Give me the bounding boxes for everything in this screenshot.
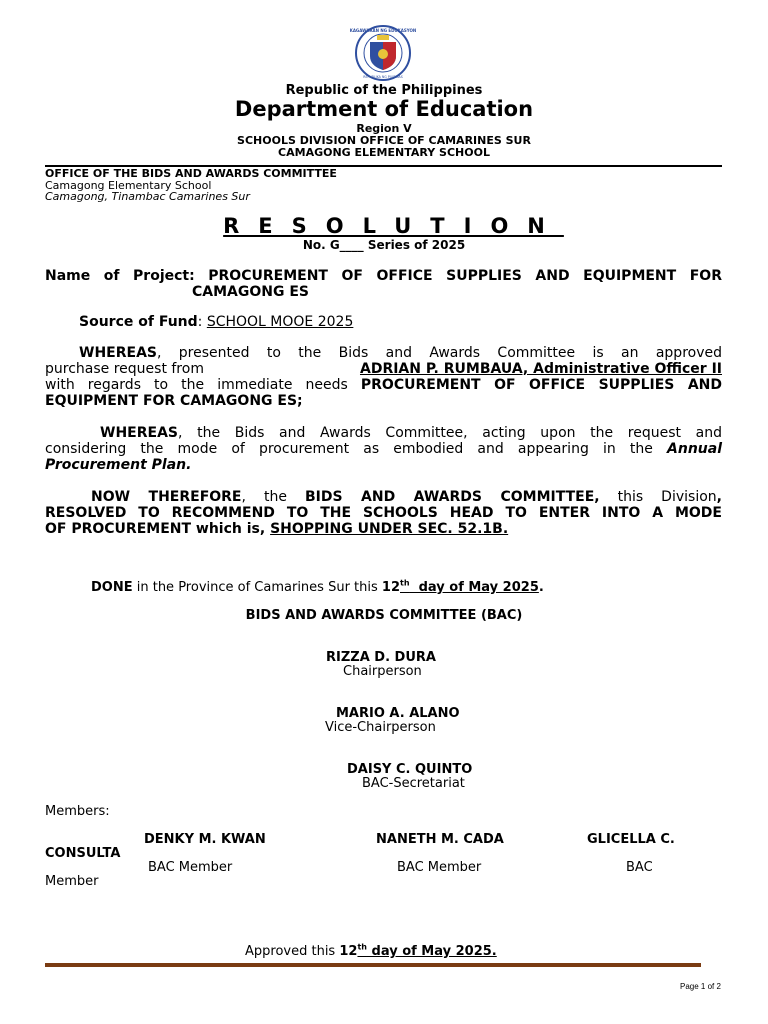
- whereas1-keyword: WHEREAS: [79, 345, 157, 361]
- division-heading: SCHOOLS DIVISION OFFICE OF CAMARINES SUR: [237, 134, 531, 147]
- secretariat-role: BAC-Secretariat: [362, 776, 465, 791]
- done-period: .: [538, 580, 544, 595]
- project-name: PROCUREMENT OF OFFICE SUPPLIES AND EQUIPMENT FOR: [208, 268, 722, 284]
- department-heading: Department of Education: [234, 97, 534, 121]
- whereas2-text2: considering the mode of procurement as embodied and appearing in the: [45, 441, 653, 457]
- now-therefore-comma: ,: [716, 489, 722, 505]
- svg-text:REPUBLIKA NG PILIPINAS: REPUBLIKA NG PILIPINAS: [363, 75, 403, 79]
- member-3-role-continued: Member: [45, 874, 99, 889]
- vice-chairperson-role: Vice-Chairperson: [325, 720, 436, 735]
- fund-colon: :: [197, 314, 203, 330]
- approved-day: 12: [339, 944, 358, 959]
- approved-text: Approved this: [245, 944, 336, 959]
- member-1-name: DENKY M. KWAN: [144, 832, 266, 847]
- done-statement: [91, 580, 544, 595]
- member-1-role: BAC Member: [148, 860, 233, 875]
- now-therefore-line-2: RESOLVED TO RECOMMEND TO THE SCHOOLS HEAD TO ENTER INTO A MODE: [45, 505, 722, 521]
- whereas2-line-2: [45, 441, 722, 457]
- now-therefore-text2: this Division: [617, 489, 717, 505]
- resolution-number: No. G____ Series of 2025: [302, 238, 466, 252]
- republic-heading: Republic of the Philippines: [285, 83, 483, 98]
- fund-label: Source of Fund: [79, 314, 198, 330]
- member-2-role: BAC Member: [397, 860, 482, 875]
- done-rest: day of May 2025: [409, 580, 539, 595]
- approved-statement: [245, 944, 497, 959]
- whereas2-italic3: Procurement Plan.: [45, 457, 192, 473]
- region-heading: Region V: [356, 122, 412, 135]
- done-text: in the Province of Camarines Sur this: [132, 580, 378, 595]
- procurement-mode: SHOPPING UNDER SEC. 52.1B.: [270, 521, 509, 537]
- deped-seal-logo: [346, 24, 420, 82]
- project-line-1: [45, 268, 722, 284]
- school-heading: CAMAGONG ELEMENTARY SCHOOL: [278, 146, 490, 159]
- whereas1-text3: with regards to the immediate needs: [45, 377, 348, 393]
- now-therefore-line-1: [45, 489, 722, 505]
- member-3-name-continued: CONSULTA: [45, 846, 121, 861]
- members-label: Members:: [45, 804, 110, 819]
- whereas2-line-1: [45, 425, 722, 441]
- now-therefore-keyword: NOW THEREFORE: [91, 489, 242, 505]
- secretariat-name: DAISY C. QUINTO: [347, 762, 473, 777]
- whereas2-text1: , the Bids and Awards Committee, acting upon the request and: [177, 425, 722, 441]
- now-therefore-line-3: [45, 521, 508, 537]
- whereas1-line-3: [45, 377, 722, 393]
- committee-title: BIDS AND AWARDS COMMITTEE (BAC): [245, 608, 523, 623]
- office-address: Camagong, Tinambac Camarines Sur: [45, 190, 250, 203]
- page-number: Page 1 of 2: [680, 982, 721, 991]
- now-therefore-text1: , the: [241, 489, 287, 505]
- whereas1-line-1: [45, 345, 722, 361]
- whereas2-italic2: Annual: [667, 441, 722, 457]
- footer-rule: [45, 963, 701, 967]
- vice-chairperson-name: MARIO A. ALANO: [336, 706, 460, 721]
- whereas1-bold4: EQUIPMENT FOR CAMAGONG ES;: [45, 393, 303, 409]
- whereas1-requester: ADRIAN P. RUMBAUA, Administrative Officer II: [359, 361, 722, 377]
- chairperson-role: Chairperson: [343, 664, 422, 679]
- office-title: OFFICE OF THE BIDS AND AWARDS COMMITTEE: [45, 167, 337, 180]
- done-day-suffix: th: [400, 578, 410, 588]
- source-of-fund: [79, 314, 353, 330]
- done-day: 12: [381, 580, 400, 595]
- done-keyword: DONE: [91, 580, 133, 595]
- chairperson-name: RIZZA D. DURA: [326, 650, 436, 665]
- approved-rest: day of May 2025.: [366, 944, 497, 959]
- fund-value: SCHOOL MOOE 2025: [206, 314, 354, 330]
- project-label: Name of Project:: [45, 268, 195, 284]
- member-3-name: GLICELLA C.: [587, 832, 675, 847]
- whereas1-text2: purchase request from: [45, 361, 204, 377]
- project-name-line-2: CAMAGONG ES: [192, 284, 309, 300]
- approved-day-suffix: th: [357, 942, 367, 952]
- member-3-role: BAC: [626, 860, 653, 875]
- resolution-title: RESOLUTION: [223, 214, 564, 238]
- member-2-name: NANETH M. CADA: [376, 832, 504, 847]
- svg-text:KAGAWARAN NG EDUKASYON: KAGAWARAN NG EDUKASYON: [349, 28, 417, 33]
- now-therefore-bac: BIDS AND AWARDS COMMITTEE,: [305, 489, 600, 505]
- whereas2-keyword: WHEREAS: [100, 425, 178, 441]
- whereas1-text1: , presented to the Bids and Awards Committee is an approved: [156, 345, 722, 361]
- office-school: Camagong Elementary School: [45, 179, 212, 192]
- whereas1-bold3: PROCUREMENT OF OFFICE SUPPLIES AND: [360, 377, 723, 393]
- now-therefore-line3-text: OF PROCUREMENT which is,: [45, 521, 266, 537]
